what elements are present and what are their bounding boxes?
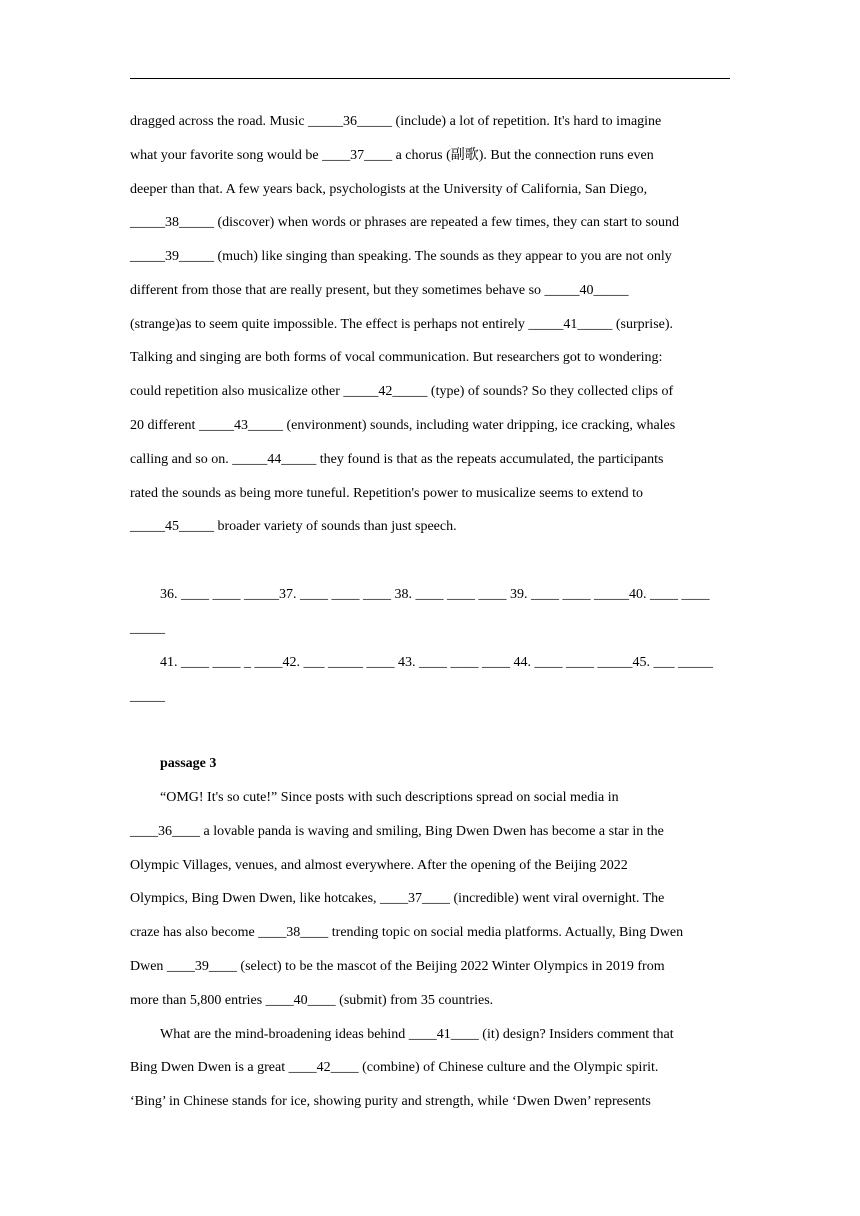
text-line: what your favorite song would be ____37____ a chorus (副歌). But the connection runs even <box>130 148 654 163</box>
text-line: Olympics, Bing Dwen Dwen, like hotcakes, ____37____ (incredible) went viral overnight. The <box>130 891 665 906</box>
text-line: _____38_____ (discover) when words or phrases are repeated a few times, they can start to sound <box>130 215 679 230</box>
answer-row-2: 41. ____ ____ _ ____42. ___ _____ ____ 43. ____ ____ ____ 44. ____ ____ _____45. ___ _____ <box>160 655 713 670</box>
passage-heading: passage 3 <box>160 756 217 771</box>
text-line: could repetition also musicalize other _____42_____ (type) of sounds? So they collected clips of <box>130 384 674 399</box>
text-line: calling and so on. _____44_____ they found is that as the repeats accumulated, the participants <box>130 452 664 467</box>
text-line: What are the mind-broadening ideas behind ____41____ (it) design? Insiders comment that <box>160 1027 674 1042</box>
text-line: 20 different _____43_____ (environment) sounds, including water dripping, ice cracking, whales <box>130 418 676 433</box>
header-rule <box>130 78 730 79</box>
text-line: ‘Bing’ in Chinese stands for ice, showing purity and strength, while ‘Dwen Dwen’ represents <box>130 1094 651 1109</box>
answer-row-2-wrap: _____ <box>130 689 165 704</box>
text-line: _____39_____ (much) like singing than speaking. The sounds as they appear to you are not only <box>130 249 672 264</box>
text-line: ____36____ a lovable panda is waving and smiling, Bing Dwen Dwen has become a star in the <box>130 824 664 839</box>
text-line: craze has also become ____38____ trending topic on social media platforms. Actually, Bing Dwen <box>130 925 684 940</box>
text-line: _____45_____ broader variety of sounds than just speech. <box>130 519 457 534</box>
text-line: Olympic Villages, venues, and almost everywhere. After the opening of the Beijing 2022 <box>130 858 628 873</box>
text-line: Bing Dwen Dwen is a great ____42____ (combine) of Chinese culture and the Olympic spirit. <box>130 1060 659 1075</box>
text-line: (strange)as to seem quite impossible. The effect is perhaps not entirely _____41_____ (surprise). <box>130 317 674 332</box>
answer-row-1-wrap: _____ <box>130 621 165 636</box>
text-line: deeper than that. A few years back, psychologists at the University of California, San Diego, <box>130 182 648 197</box>
text-line: “OMG! It's so cute!” Since posts with such descriptions spread on social media in <box>160 790 619 805</box>
text-line: different from those that are really present, but they sometimes behave so _____40_____ <box>130 283 629 298</box>
text-line: more than 5,800 entries ____40____ (submit) from 35 countries. <box>130 993 494 1008</box>
text-line: Talking and singing are both forms of vocal communication. But researchers got to wondering: <box>130 350 663 365</box>
text-line: dragged across the road. Music _____36_____ (include) a lot of repetition. It's hard to imagine <box>130 114 662 129</box>
answer-row-1: 36. ____ ____ _____37. ____ ____ ____ 38. ____ ____ ____ 39. ____ ____ _____40. ____ ____ <box>160 587 710 602</box>
text-line: rated the sounds as being more tuneful. Repetition's power to musicalize seems to extend to <box>130 486 644 501</box>
text-line: Dwen ____39____ (select) to be the mascot of the Beijing 2022 Winter Olympics in 2019 from <box>130 959 665 974</box>
